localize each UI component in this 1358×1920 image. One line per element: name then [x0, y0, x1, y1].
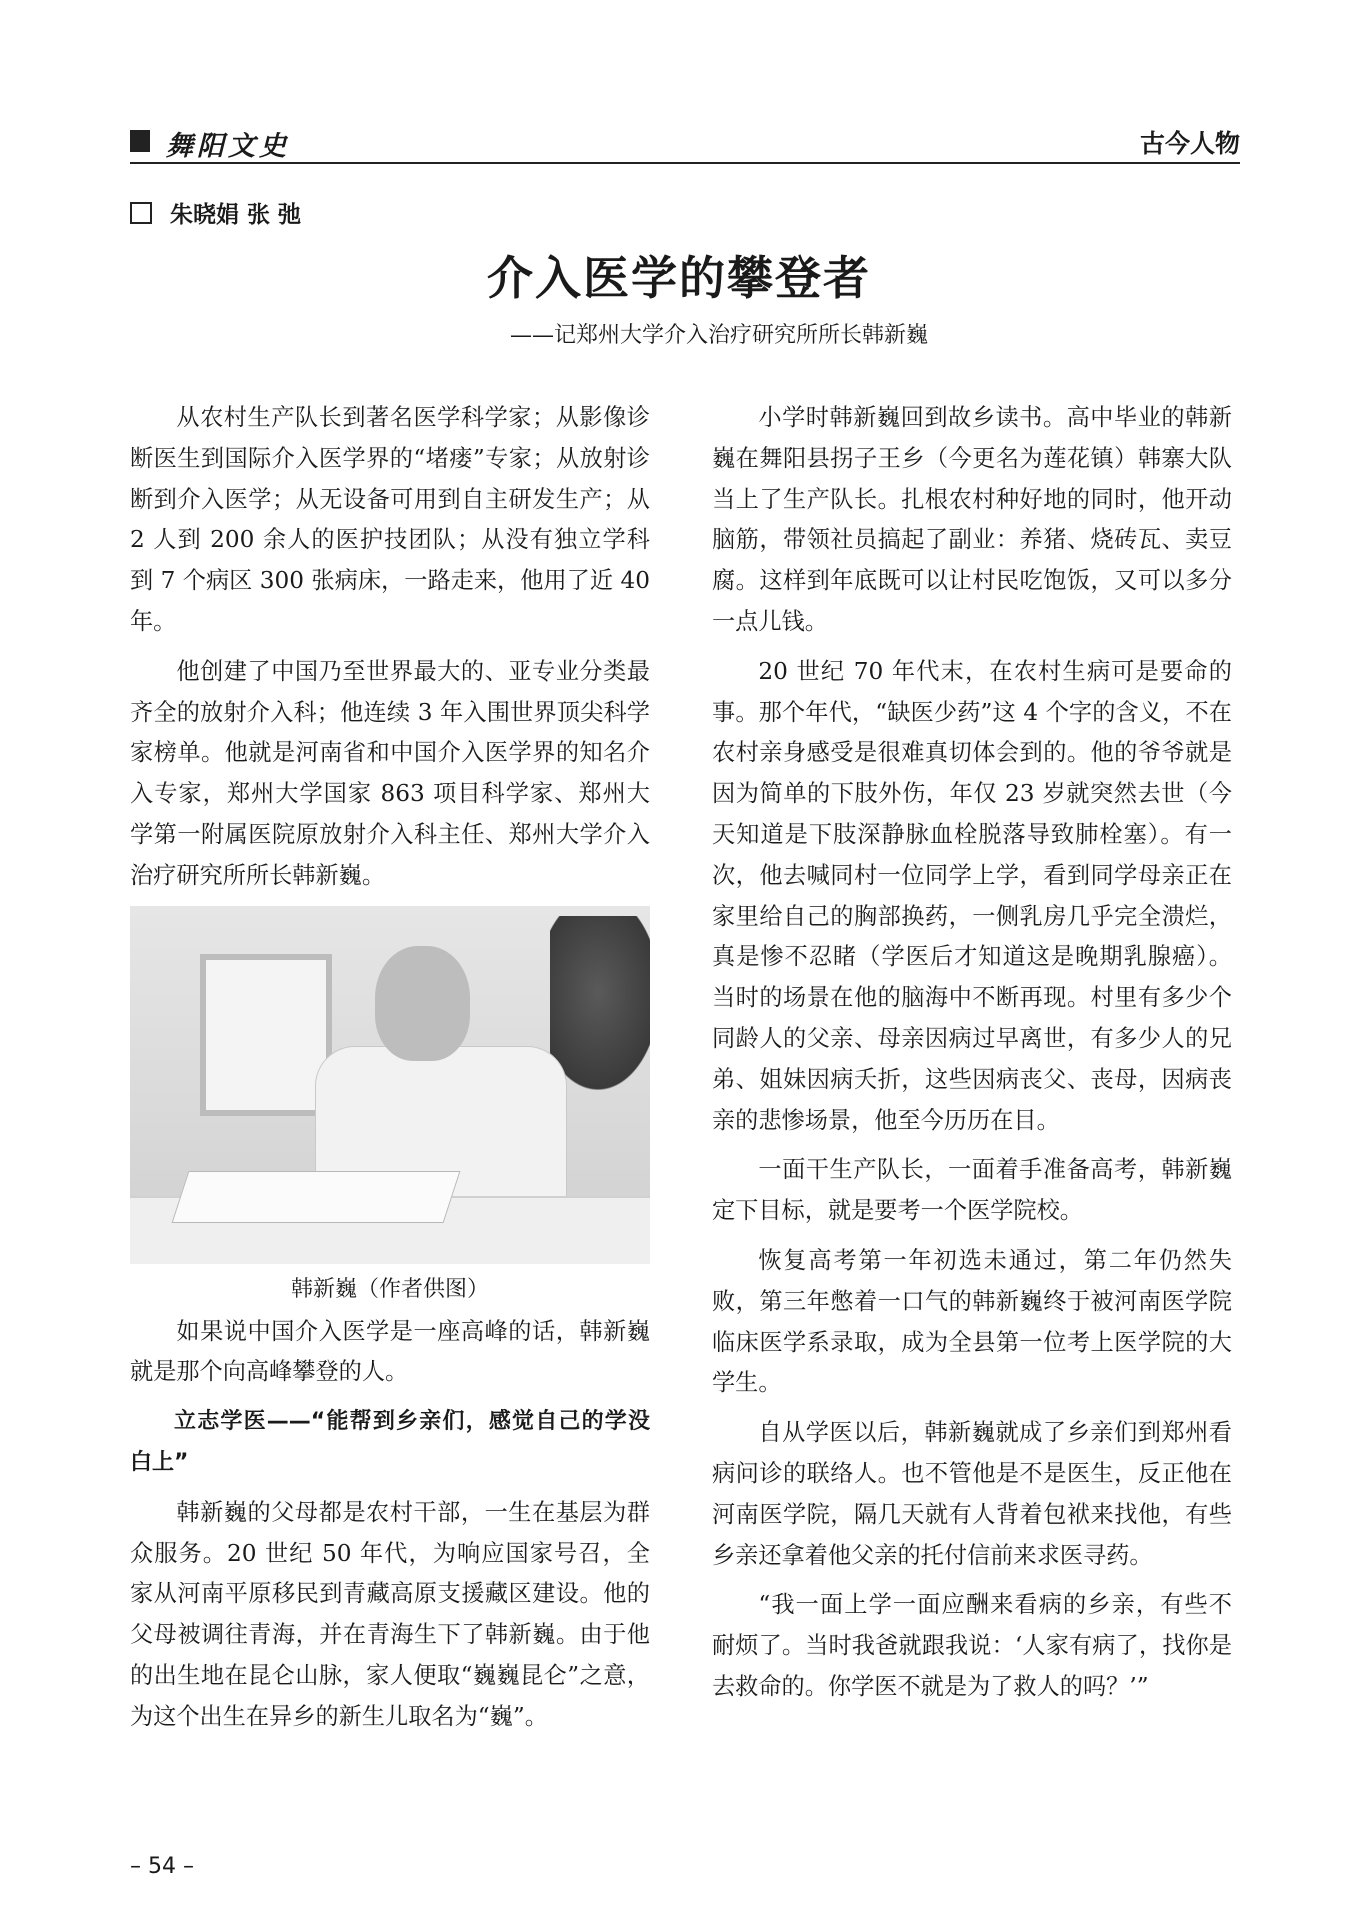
- paragraph: 小学时韩新巍回到故乡读书。高中毕业的韩新巍在舞阳县拐子王乡（今更名为莲花镇）韩寨大队当上了生产队长。扎根农村种好地的同时，他开动脑筋，带领社员搞起了副业：养猪、烧砖瓦、卖豆腐。这样到年底既可以让村民吃饱饭，又可以多分一点儿钱。: [712, 404, 1232, 635]
- author-box-icon: [130, 202, 152, 224]
- paragraph: 韩新巍的父母都是农村干部，一生在基层为群众服务。20 世纪 50 年代，为响应国家号召，全家从河南平原移民到青藏高原支援藏区建设。他的父母被调往青海，并在青海生下了韩新巍。由于他的出生地在昆仑山脉，家人便取“巍巍昆仑”之意，为这个出生在异乡的新生儿取名为“巍”。: [130, 1498, 650, 1730]
- section-heading: 立志学医——“能帮到乡亲们，感觉自己的学没白上”: [130, 1409, 650, 1475]
- article-authors: 朱晓娟 张 弛: [170, 202, 302, 228]
- page-header: [130, 124, 1240, 164]
- paragraph: 如果说中国介入医学是一座高峰的话，韩新巍就是那个向高峰攀登的人。: [130, 1317, 650, 1386]
- paragraph: 从农村生产队长到著名医学科学家；从影像诊断医生到国际介入医学界的“堵瘘”专家；从放射诊断到介入医学；从无设备可用到自主研发生产；从 2 人到 200 余人的医护技团队；从没有独立学科到 7 个病区 300 张病床，一路走来，他用了近 40 年。: [130, 404, 650, 635]
- paragraph: 一面干生产队长，一面着手准备高考，韩新巍定下目标，就是要考一个医学院校。: [712, 1156, 1232, 1225]
- open-book: [172, 1171, 461, 1223]
- portrait-photo: [130, 906, 650, 1264]
- header-square-icon: [130, 130, 150, 152]
- article-subtitle: ——记郑州大学介入治疗研究所所长韩新巍: [509, 323, 928, 348]
- article-title: 介入医学的攀登者: [487, 251, 871, 305]
- paragraph: 他创建了中国乃至世界最大的、亚专业分类最齐全的放射介入科；他连续 3 年入围世界顶尖科学家榜单。他就是河南省和中国介入医学界的知名介入专家，郑州大学国家 863 项目科学家、郑州大学第一附属医院原放射介入科主任、郑州大学介入治疗研究所所长韩新巍。: [130, 657, 650, 889]
- journal-title: 舞阳文史: [166, 131, 290, 162]
- right-column: [712, 398, 1232, 1717]
- lightbox-board: [200, 954, 332, 1116]
- photo-caption: 韩新巍（作者供图）: [290, 1276, 489, 1302]
- paragraph: 20 世纪 70 年代末，在农村生病可是要命的事。那个年代，“缺医少药”这 4 个字的含义，不在农村亲身感受是很难真切体会到的。他的爷爷就是因为简单的下肢外伤，年仅 23 岁就突然去世（今天知道是下肢深静脉血栓脱落导致肺栓塞）。有一次，他去喊同村一位同学上学，看到同学母亲正在家里给自己的胸部换药，一侧乳房几乎完全溃烂，真是惨不忍睹（学医后才知道这是晚期乳腺癌）。当时的场景在他的脑海中不断再现。村里有多少个同龄人的父亲、母亲因病过早离世，有多少人的兄弟、姐妹因病夭折，这些因病丧父、丧母，因病丧亲的悲惨场景，他至今历历在目。: [712, 657, 1232, 1134]
- section-title: 古今人物: [1139, 129, 1240, 158]
- paragraph: “我一面上学一面应酬来看病的乡亲，有些不耐烦了。当时我爸就跟我说：‘人家有病了，找你是去救命的。你学医不就是为了救人的吗？’”: [712, 1591, 1232, 1700]
- paragraph: 自从学医以后，韩新巍就成了乡亲们到郑州看病问诊的联络人。也不管他是不是医生，反正他在河南医学院，隔几天就有人背着包袱来找他，有些乡亲还拿着他父亲的托付信前来求医寻药。: [712, 1419, 1232, 1569]
- doctor-head: [375, 946, 470, 1061]
- header-rule: [130, 162, 1240, 164]
- page-number: – 54 –: [130, 1854, 194, 1879]
- left-column: [130, 398, 650, 1747]
- paragraph: 恢复高考第一年初选未通过，第二年仍然失败，第三年憋着一口气的韩新巍终于被河南医学院临床医学系录取，成为全县第一位考上医学院的大学生。: [712, 1246, 1232, 1397]
